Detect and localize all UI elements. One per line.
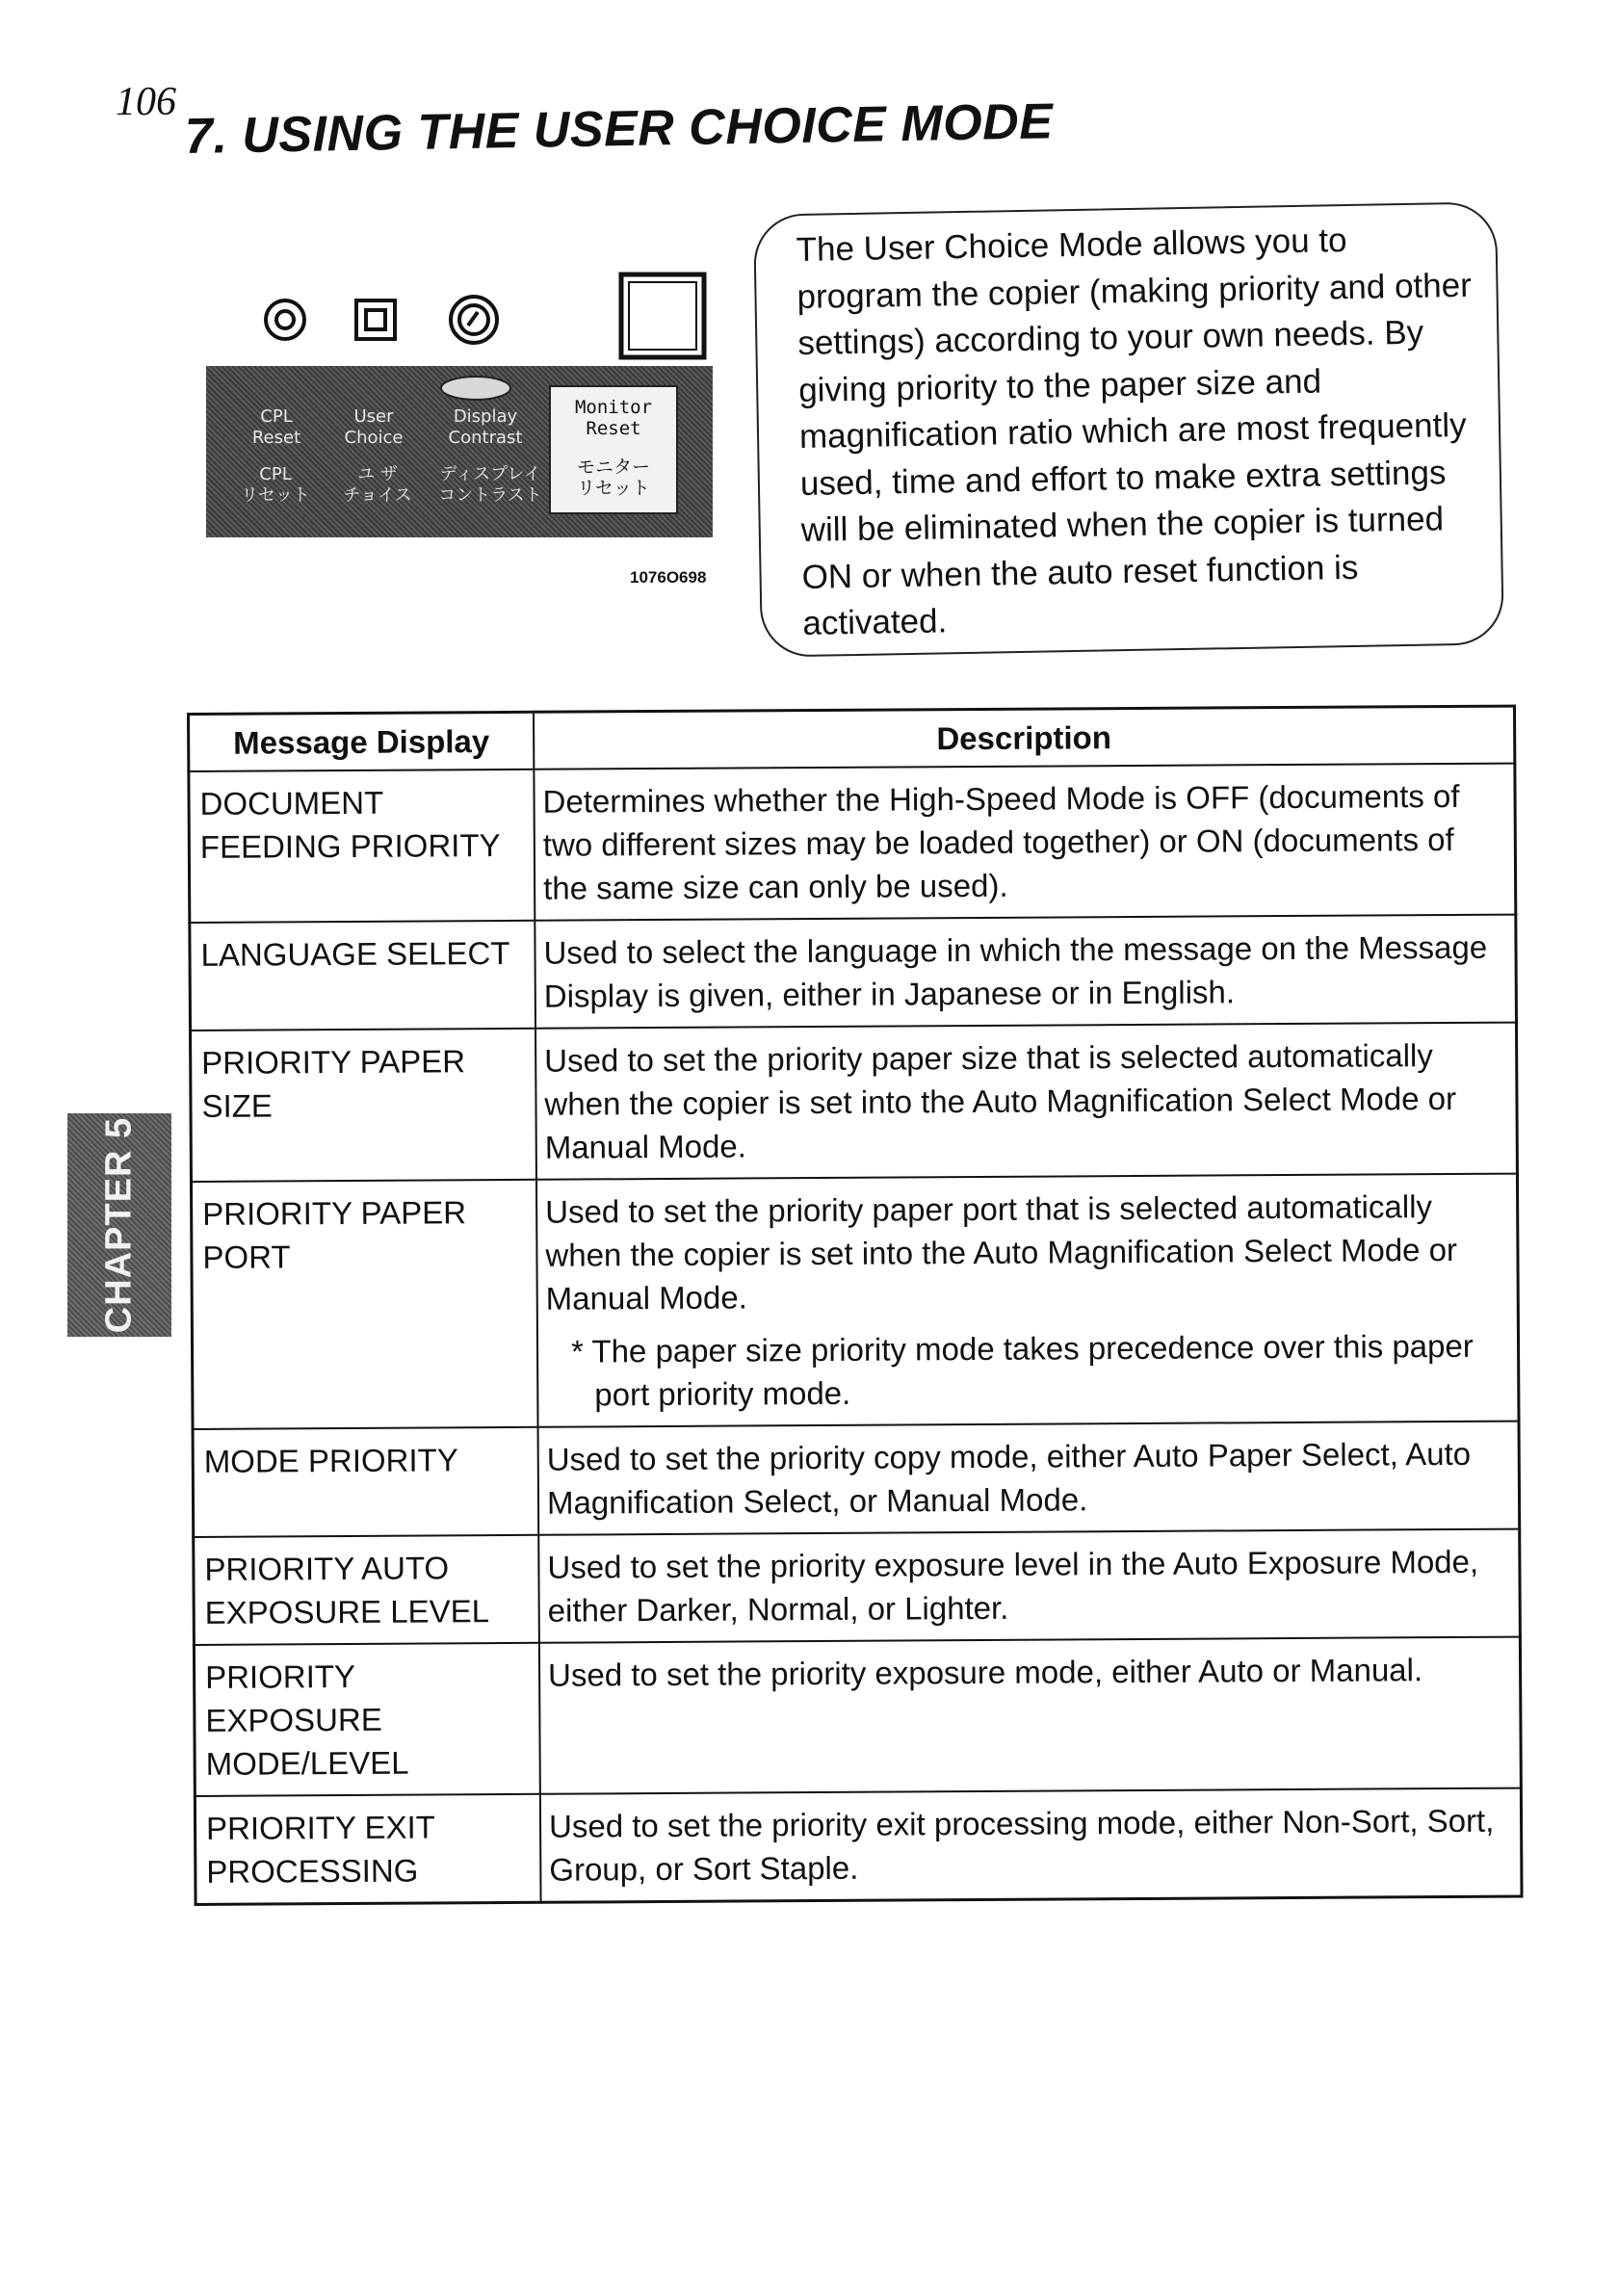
message-cell: LANGUAGE SELECT <box>190 921 535 1031</box>
chapter-tab <box>67 1113 171 1337</box>
description-cell: Used to set the priority exit processing mode, either Non-Sort, Sort, Group, or Sort Staple. <box>540 1788 1522 1903</box>
table-row <box>193 1422 1520 1537</box>
table-row <box>191 1023 1518 1182</box>
message-cell: PRIORITY AUTO EXPOSURE LEVEL <box>194 1535 539 1645</box>
message-cell: PRIORITY EXIT PROCESSING <box>195 1794 540 1905</box>
message-cell: PRIORITY EXPOSURE MODE/LEVEL <box>194 1643 539 1796</box>
table-row <box>189 764 1516 923</box>
cpl-reset-label: CPL Reset <box>251 406 301 448</box>
description-cell: Used to select the language in which the message on the Message Display is given, either in Japanese or in English. <box>535 915 1516 1029</box>
description-cell: Used to set the priority exposure mode, either Auto or Manual. <box>539 1637 1521 1794</box>
control-panel-figure <box>202 270 722 587</box>
description-cell <box>536 1174 1519 1427</box>
header-description: Description <box>534 706 1515 770</box>
page-number: 106 <box>116 80 176 124</box>
display-contrast-dial-icon <box>447 293 501 347</box>
description-note: * The paper size priority mode takes precedence over this paper port priority mode. <box>570 1327 1474 1413</box>
display-contrast-label: Display Contrast <box>448 406 523 448</box>
user-choice-jp-label: ユ ザ チョイス <box>343 464 412 506</box>
display-contrast-jp-label: ディスプレイ コントラスト <box>438 464 542 506</box>
message-cell: DOCUMENT FEEDING PRIORITY <box>189 770 535 923</box>
intro-callout <box>753 201 1504 657</box>
panel-button-row <box>262 270 715 366</box>
user-choice-label: User Choice <box>344 406 404 448</box>
description-cell: Used to set the priority exposure level in the Auto Exposure Mode, either Darker, Normal, or Lighter. <box>538 1529 1520 1643</box>
contrast-slider-icon <box>437 374 514 403</box>
message-cell: MODE PRIORITY <box>193 1427 538 1537</box>
description-text: Used to set the priority paper port that is selected automatically when the copier is set into the Auto Magnification Select Mode or Manual Mode. <box>545 1188 1458 1317</box>
message-cell: PRIORITY PAPER PORT <box>191 1180 537 1429</box>
user-choice-button-icon <box>352 297 399 343</box>
table-row <box>194 1637 1521 1796</box>
description-cell: Used to set the priority paper size that is selected automatically when the copier is set into the Auto Magnification Select Mode or Manual Mode. <box>535 1023 1517 1180</box>
table-row <box>191 1174 1519 1429</box>
description-cell: Determines whether the High-Speed Mode is OFF (documents of two different sizes may be loaded together) or ON (documents of the same size can only be used). <box>534 764 1515 921</box>
figure-code: 1076O698 <box>630 568 707 587</box>
intro-text: The User Choice Mode allows you to program the copier (making priority and other settings) according to your own needs. By giving priority to the paper size and magnification ratio which are most frequently used, time and effort to make extra settings will be eliminated when the copier is turned ON or when the auto reset function is activated. <box>796 222 1473 642</box>
table-row <box>190 915 1517 1031</box>
message-cell: PRIORITY PAPER SIZE <box>191 1029 536 1182</box>
chapter-tab-label: CHAPTER 5 <box>98 1116 140 1334</box>
monitor-reset-button-icon <box>618 272 709 362</box>
table-row <box>195 1788 1522 1905</box>
cpl-reset-button-icon <box>262 297 308 343</box>
table-row <box>194 1529 1521 1645</box>
panel-label-plate <box>206 366 713 537</box>
description-cell: Used to set the priority copy mode, either Auto Paper Select, Auto Magnification Select, or Manual Mode. <box>538 1422 1520 1535</box>
cpl-reset-jp-label: CPL リセット <box>241 464 310 506</box>
page-title: 7. USING THE USER CHOICE MODE <box>184 93 1054 165</box>
table-header-row <box>189 706 1515 771</box>
settings-table <box>187 705 1524 1906</box>
monitor-reset-label: Monitor Reset モニター リセット <box>549 385 678 514</box>
header-message-display: Message Display <box>189 712 535 771</box>
